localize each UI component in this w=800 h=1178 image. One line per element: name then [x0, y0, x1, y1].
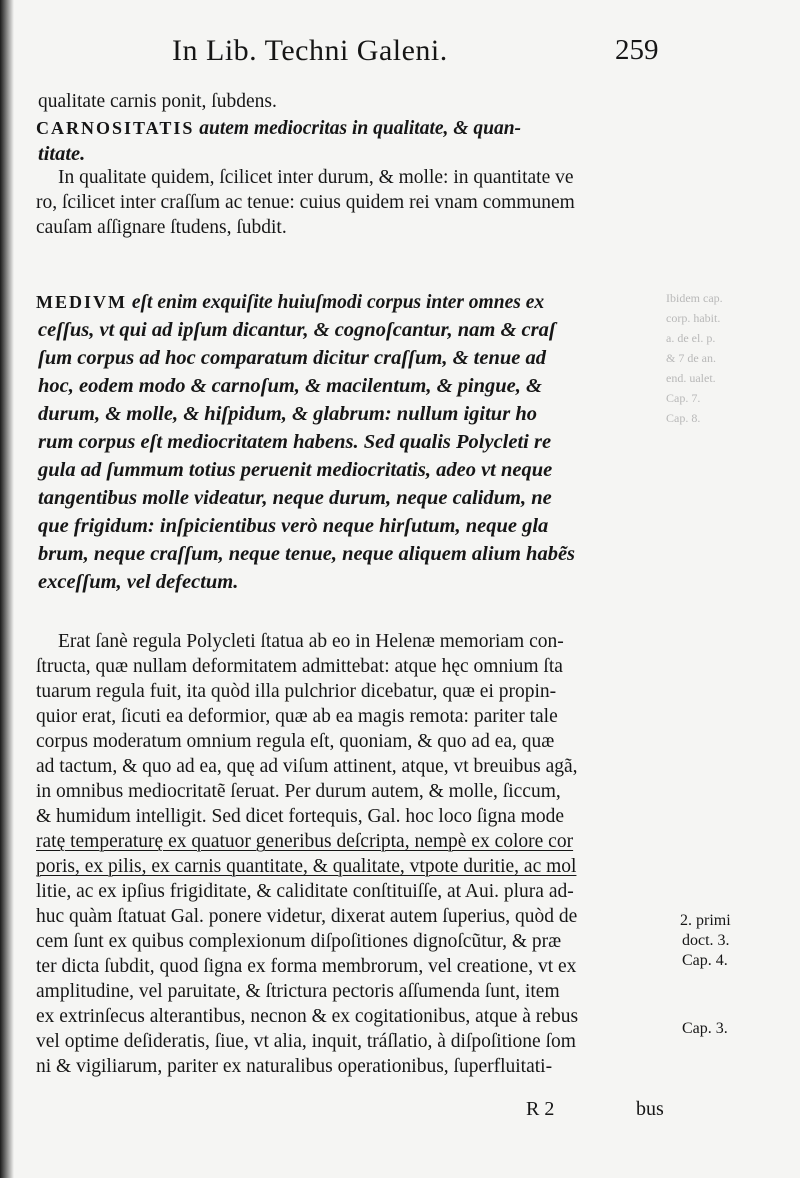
lemma-line: rum corpus eſt mediocritatem habens. Sed qualis Polycleti re	[38, 431, 552, 453]
running-title: In Lib. Techni Galeni.	[172, 34, 448, 67]
lemma-line: brum, neque craſſum, neque tenue, neque aliquem alium habẽs	[38, 543, 576, 565]
commentary-line: vel optime deſideratis, ſiue, vt alia, inquit, tráſlatio, à diſpoſitione ſom	[36, 1031, 576, 1052]
commentary-line: corpus moderatum omnium regula eſt, quoniam, & quo ad ea, quæ	[36, 731, 555, 752]
catchword: bus	[636, 1098, 664, 1120]
commentary-line: litie, ac ex ipſius frigiditate, & caliditate conſtituiſſe, at Aui. plura ad-	[36, 881, 574, 902]
text-line: qualitate carnis ponit, ſubdens.	[38, 91, 277, 112]
commentary-line: ter dicta ſubdit, quod ſigna ex forma membrorum, vel creatione, vt ex	[36, 956, 577, 977]
commentary-line: quior erat, ſicuti ea deformior, quæ ab ea magis remota: pariter tale	[36, 706, 558, 727]
bleed-through-text: a. de el. p.	[666, 331, 716, 345]
lemma-line: titate.	[38, 143, 86, 165]
commentary-line: tuarum regula fuit, ita quòd illa pulchrior dicebatur, quæ ei propin-	[36, 681, 557, 702]
margin-note: 2. primi	[680, 912, 731, 929]
commentary-line: ex extrinſecus alterantibus, necnon & ex cogitationibus, atque à rebus	[36, 1006, 579, 1027]
lemma-line: ſum corpus ad hoc comparatum dicitur craſſum, & tenue ad	[38, 347, 546, 369]
commentary-line: amplitudine, vel paruitate, & ſtrictura pectoris aſſumenda ſunt, item	[36, 981, 560, 1002]
text-line: cauſam aſſignare ſtudens, ſubdit.	[36, 217, 287, 238]
lemma-line: gula ad ſummum totius peruenit mediocritatis, adeo vt neque	[38, 459, 553, 481]
commentary-line: ſtructa, quæ nullam deformitatem admittebat: atque hęc omnium ſta	[36, 656, 563, 677]
lemma-text: eſt enim exquiſite huiuſmodi corpus inter omnes ex	[127, 292, 545, 313]
bleed-through-text: Ibidem cap.	[666, 291, 723, 305]
commentary-line: ni & vigiliarum, pariter ex naturalibus operationibus, ſuperfluitati-	[36, 1056, 553, 1077]
margin-note: Cap. 4.	[682, 952, 728, 969]
lemma-line: hoc, eodem modo & carnoſum, & macilentum, & pingue, &	[38, 375, 542, 397]
lemma-line: tangentibus molle videatur, neque durum, neque calidum, ne	[38, 487, 552, 509]
commentary-line: Erat ſanè regula Polycleti ſtatua ab eo in Helenæ memoriam con-	[58, 631, 564, 652]
bleed-through-text: corp. habit.	[666, 311, 721, 325]
page-number: 259	[615, 34, 659, 66]
lemma-line: durum, & molle, & hiſpidum, & glabrum: nullum igitur ho	[38, 403, 537, 425]
bleed-through-text: & 7 de an.	[666, 351, 716, 365]
lemma-initial-word: MEDIVM	[36, 292, 127, 312]
lemma-initial-word: CARNOSITATIS	[36, 118, 195, 138]
lemma-line	[36, 116, 521, 141]
lemma-line: que frigidum: inſpicientibus verò neque hirſutum, neque gla	[38, 515, 549, 537]
lemma-text: autem mediocritas in qualitate, & quan-	[194, 118, 522, 139]
commentary-line: & humidum intelligit. Sed dicet fortequis, Gal. hoc loco ſigna mode	[36, 806, 565, 827]
commentary-line: ratę temperaturę ex quatuor generibus deſcripta, nempè ex colore cor	[36, 831, 574, 852]
bleed-through-text: Cap. 7.	[666, 391, 701, 405]
bleed-through-text: Cap. 8.	[666, 411, 701, 425]
lemma-line	[36, 290, 544, 315]
page-edge-shadow	[0, 0, 14, 1178]
commentary-line: huc quàm ſtatuat Gal. ponere videtur, dixerat autem ſuperius, quòd de	[36, 906, 578, 927]
signature-mark: R 2	[526, 1098, 555, 1120]
text-line: ro, ſcilicet inter craſſum ac tenue: cuius quidem rei vnam communem	[36, 192, 575, 213]
commentary-line: poris, ex pilis, ex carnis quantitate, & qualitate, vtpote duritie, ac mol	[36, 856, 577, 877]
page-header	[0, 34, 800, 82]
text-line: In qualitate quidem, ſcilicet inter durum, & molle: in quantitate ve	[58, 167, 574, 188]
margin-note: doct. 3.	[682, 932, 730, 949]
commentary-line: ad tactum, & quo ad ea, quę ad viſum attinent, atque, vt breuibus agã,	[36, 756, 578, 777]
commentary-line: cem ſunt ex quibus complexionum diſpoſitiones dignoſcũtur, & præ	[36, 931, 562, 952]
lemma-line: ceſſus, vt qui ad ipſum dicantur, & cognoſcantur, nam & craſ	[38, 319, 556, 341]
bleed-through-text: end. ualet.	[666, 371, 716, 385]
commentary-line: in omnibus mediocritatẽ ſeruat. Per durum autem, & molle, ſiccum,	[36, 781, 561, 802]
margin-note: Cap. 3.	[682, 1020, 728, 1037]
lemma-line: exceſſum, vel defectum.	[38, 571, 239, 593]
